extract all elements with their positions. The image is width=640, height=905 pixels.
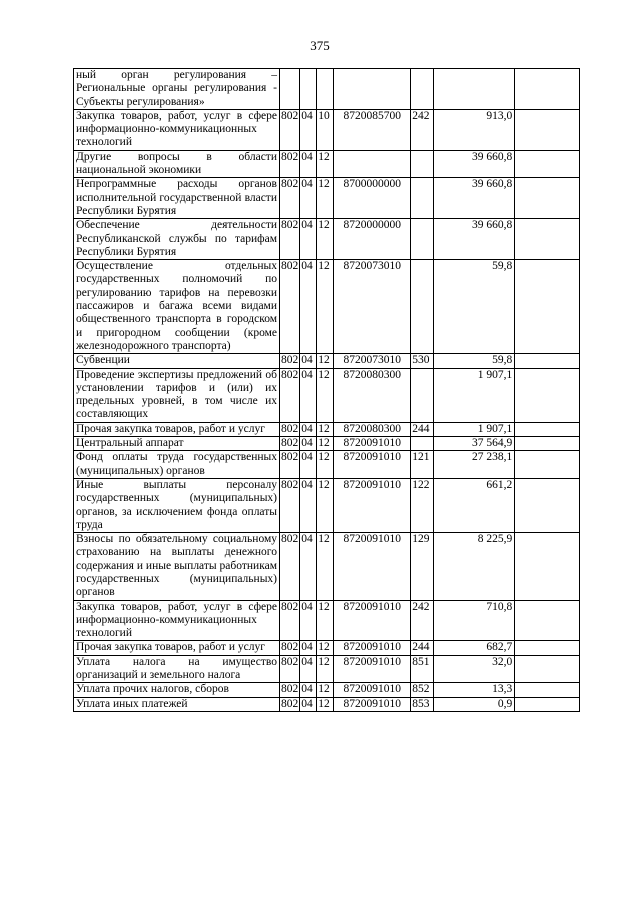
table-row bbox=[74, 437, 580, 451]
table-row bbox=[74, 219, 580, 260]
row-ministry-code: 802 bbox=[280, 451, 300, 479]
row-ministry-code: 802 bbox=[280, 655, 300, 683]
row-expense-type-code bbox=[411, 178, 434, 219]
row-amount: 682,7 bbox=[434, 641, 515, 655]
row-empty-cell bbox=[515, 354, 580, 368]
row-ministry-code: 802 bbox=[280, 260, 300, 354]
row-expense-type-code bbox=[411, 368, 434, 422]
row-name: Фонд оплаты труда государственных (муниципальных) органов bbox=[74, 451, 280, 479]
row-name: Осуществление отдельных государственных полномочий по регулированию тарифов на перевозки пассажиров и багажа всеми видами общественного транспорта в городском и пригородном сообщении (кроме железнодорожного транспорта) bbox=[74, 260, 280, 354]
row-target-code: 8720091010 bbox=[334, 451, 411, 479]
row-target-code: 8700000000 bbox=[334, 178, 411, 219]
row-amount: 8 225,9 bbox=[434, 533, 515, 600]
row-section-code bbox=[300, 69, 317, 110]
row-section-code: 04 bbox=[300, 641, 317, 655]
row-target-code: 8720091010 bbox=[334, 533, 411, 600]
table-row bbox=[74, 178, 580, 219]
row-ministry-code: 802 bbox=[280, 178, 300, 219]
row-ministry-code: 802 bbox=[281, 641, 299, 654]
row-target-code bbox=[334, 150, 411, 178]
row-name: Проведение экспертизы предложений об установлении тарифов и (или) их предельных уровней, в том числе их составляющих bbox=[74, 368, 280, 422]
row-empty-cell bbox=[515, 219, 580, 260]
row-name: Непрограммные расходы органов исполнительной государственной власти Республики Бурятия bbox=[74, 178, 280, 219]
row-subsection-code: 10 bbox=[317, 109, 334, 150]
row-target-code: 8720091010 bbox=[334, 697, 411, 711]
row-amount: 913,0 bbox=[434, 109, 515, 150]
table-row bbox=[74, 533, 580, 600]
table-row bbox=[74, 368, 580, 422]
row-subsection-code: 12 bbox=[317, 219, 334, 260]
row-subsection-code: 12 bbox=[317, 260, 334, 354]
row-amount: 0,9 bbox=[434, 697, 515, 711]
row-empty-cell bbox=[515, 109, 580, 150]
row-name: Уплата прочих налогов, сборов bbox=[74, 683, 280, 697]
row-ministry-code: 802 bbox=[280, 219, 300, 260]
row-name: Обеспечение деятельности Республиканской службы по тарифам Республики Бурятия bbox=[74, 219, 280, 260]
row-section-code: 04 bbox=[300, 422, 317, 436]
table-row bbox=[74, 697, 580, 711]
row-expense-type-code: 129 bbox=[411, 533, 434, 600]
row-empty-cell bbox=[515, 600, 580, 641]
row-subsection-code: 12 bbox=[317, 354, 334, 368]
row-expense-type-code: 851 bbox=[411, 655, 434, 683]
row-amount bbox=[434, 69, 515, 110]
row-target-code bbox=[334, 69, 411, 110]
row-expense-type-code bbox=[411, 260, 434, 354]
row-empty-cell bbox=[515, 178, 580, 219]
row-section-code: 04 bbox=[300, 533, 317, 600]
row-expense-type-code: 242 bbox=[411, 600, 434, 641]
row-section-code: 04 bbox=[300, 260, 317, 354]
row-section-code: 04 bbox=[300, 655, 317, 683]
row-amount: 59,8 bbox=[434, 260, 515, 354]
row-amount: 13,3 bbox=[434, 683, 515, 697]
row-ministry-code: 802 bbox=[280, 600, 300, 641]
row-name: Другие вопросы в области национальной экономики bbox=[74, 150, 280, 178]
row-name: Закупка товаров, работ, услуг в сфере информационно-коммуникационных технологий bbox=[74, 600, 280, 641]
row-expense-type-code: 852 bbox=[411, 683, 434, 697]
row-subsection-code: 12 bbox=[317, 683, 334, 697]
row-amount: 39 660,8 bbox=[434, 219, 515, 260]
row-amount: 37 564,9 bbox=[434, 437, 515, 451]
row-subsection-code: 12 bbox=[317, 451, 334, 479]
row-expense-type-code: 530 bbox=[411, 354, 434, 368]
row-section-code: 04 bbox=[300, 697, 317, 711]
row-empty-cell bbox=[515, 683, 580, 697]
row-expense-type-code bbox=[411, 437, 434, 451]
row-subsection-code: 12 bbox=[317, 437, 334, 451]
row-subsection-code: 12 bbox=[317, 533, 334, 600]
row-name: Закупка товаров, работ, услуг в сфере информационно-коммуникационных технологий bbox=[74, 109, 280, 150]
row-section-code: 04 bbox=[300, 219, 317, 260]
row-subsection-code: 12 bbox=[317, 478, 334, 532]
row-amount: 1 907,1 bbox=[434, 422, 515, 436]
row-subsection-code: 12 bbox=[317, 368, 334, 422]
row-ministry-code: 802 bbox=[281, 697, 299, 710]
table-row bbox=[74, 655, 580, 683]
row-subsection-code: 12 bbox=[317, 641, 334, 655]
row-name: Иные выплаты персоналу государственных (муниципальных) органов, за исключением фонда оплаты труда bbox=[74, 478, 280, 532]
row-amount: 710,8 bbox=[434, 600, 515, 641]
row-name: Центральный аппарат bbox=[74, 437, 280, 451]
table-row bbox=[74, 69, 580, 110]
row-empty-cell bbox=[515, 451, 580, 479]
row-amount: 1 907,1 bbox=[434, 368, 515, 422]
row-empty-cell bbox=[515, 533, 580, 600]
row-expense-type-code: 242 bbox=[411, 109, 434, 150]
row-name: ный орган регулирования – Региональные органы регулирования - Субъекты регулирования» bbox=[74, 69, 280, 110]
row-subsection-code: 12 bbox=[317, 655, 334, 683]
row-subsection-code: 12 bbox=[317, 697, 334, 711]
row-target-code: 8720091010 bbox=[334, 437, 411, 451]
row-expense-type-code: 853 bbox=[411, 697, 434, 711]
row-amount: 661,2 bbox=[434, 478, 515, 532]
row-subsection-code: 12 bbox=[317, 150, 334, 178]
row-expense-type-code bbox=[411, 150, 434, 178]
row-name: Прочая закупка товаров, работ и услуг bbox=[74, 641, 280, 655]
row-target-code: 8720073010 bbox=[334, 260, 411, 354]
row-empty-cell bbox=[515, 260, 580, 354]
row-target-code: 8720085700 bbox=[334, 109, 411, 150]
row-target-code: 8720080300 bbox=[334, 368, 411, 422]
row-subsection-code: 12 bbox=[317, 600, 334, 641]
table-row bbox=[74, 260, 580, 354]
table-row bbox=[74, 641, 580, 655]
row-ministry-code: 802 bbox=[281, 437, 299, 450]
table-row bbox=[74, 478, 580, 532]
row-empty-cell bbox=[515, 150, 580, 178]
row-name: Взносы по обязательному социальному страхованию на выплаты денежного содержания и иные выплаты работникам государственных (муниципальных) органов bbox=[74, 533, 280, 600]
row-empty-cell bbox=[515, 437, 580, 451]
row-target-code: 8720091010 bbox=[334, 683, 411, 697]
row-empty-cell bbox=[515, 655, 580, 683]
row-empty-cell bbox=[515, 641, 580, 655]
table-row bbox=[74, 354, 580, 368]
row-section-code: 04 bbox=[300, 109, 317, 150]
row-section-code: 04 bbox=[300, 178, 317, 219]
row-ministry-code: 802 bbox=[280, 368, 300, 422]
row-expense-type-code: 122 bbox=[411, 478, 434, 532]
budget-table bbox=[73, 68, 580, 712]
row-expense-type-code: 244 bbox=[411, 641, 434, 655]
row-empty-cell bbox=[515, 697, 580, 711]
row-empty-cell bbox=[515, 69, 580, 110]
row-subsection-code: 12 bbox=[317, 422, 334, 436]
row-name: Уплата налога на имущество организаций и земельного налога bbox=[74, 655, 280, 683]
row-ministry-code: 802 bbox=[280, 150, 300, 178]
row-name: Прочая закупка товаров, работ и услуг bbox=[74, 422, 280, 436]
row-ministry-code: 802 bbox=[280, 478, 300, 532]
row-amount: 59,8 bbox=[434, 354, 515, 368]
row-ministry-code: 802 bbox=[281, 683, 299, 696]
table-row bbox=[74, 150, 580, 178]
row-target-code: 8720073010 bbox=[334, 354, 411, 368]
row-section-code: 04 bbox=[300, 478, 317, 532]
row-section-code: 04 bbox=[300, 451, 317, 479]
row-empty-cell bbox=[515, 368, 580, 422]
row-section-code: 04 bbox=[300, 368, 317, 422]
page-number: 375 bbox=[310, 38, 330, 53]
row-section-code: 04 bbox=[300, 683, 317, 697]
row-expense-type-code bbox=[411, 219, 434, 260]
row-amount: 39 660,8 bbox=[434, 178, 515, 219]
table-row bbox=[74, 109, 580, 150]
table-row bbox=[74, 683, 580, 697]
row-target-code: 8720000000 bbox=[334, 219, 411, 260]
row-name: Уплата иных платежей bbox=[74, 697, 280, 711]
row-ministry-code: 802 bbox=[281, 354, 299, 367]
table-row bbox=[74, 451, 580, 479]
table-row bbox=[74, 600, 580, 641]
row-ministry-code: 802 bbox=[280, 533, 300, 600]
row-expense-type-code bbox=[411, 69, 434, 110]
row-amount: 27 238,1 bbox=[434, 451, 515, 479]
row-empty-cell bbox=[515, 478, 580, 532]
table-row bbox=[74, 422, 580, 436]
row-name: Субвенции bbox=[74, 354, 280, 368]
row-section-code: 04 bbox=[300, 150, 317, 178]
row-amount: 32,0 bbox=[434, 655, 515, 683]
row-ministry-code bbox=[280, 69, 300, 110]
row-amount: 39 660,8 bbox=[434, 150, 515, 178]
row-section-code: 04 bbox=[300, 600, 317, 641]
row-ministry-code: 802 bbox=[280, 109, 300, 150]
row-expense-type-code: 244 bbox=[411, 422, 434, 436]
row-section-code: 04 bbox=[300, 354, 317, 368]
row-target-code: 8720091010 bbox=[334, 641, 411, 655]
row-target-code: 8720091010 bbox=[334, 655, 411, 683]
row-target-code: 8720091010 bbox=[334, 600, 411, 641]
row-empty-cell bbox=[515, 422, 580, 436]
row-section-code: 04 bbox=[300, 437, 317, 451]
row-expense-type-code: 121 bbox=[411, 451, 434, 479]
row-ministry-code: 802 bbox=[281, 422, 299, 435]
row-target-code: 8720091010 bbox=[334, 478, 411, 532]
row-target-code: 8720080300 bbox=[334, 422, 411, 436]
row-subsection-code bbox=[317, 69, 334, 110]
row-subsection-code: 12 bbox=[317, 178, 334, 219]
